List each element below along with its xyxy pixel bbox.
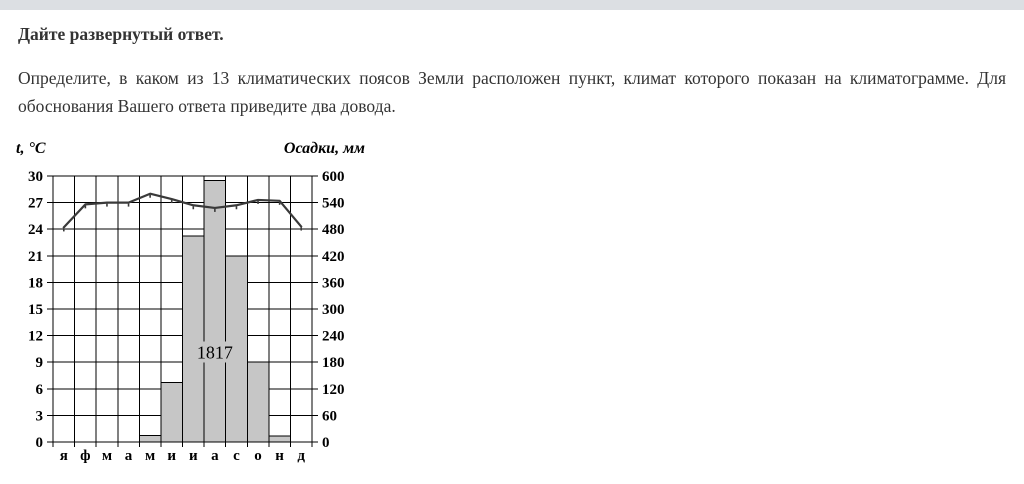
precip-tick-label: 600 [322,169,345,185]
temp-tick-label: 9 [35,355,43,372]
month-label: д [297,448,306,464]
temp-tick-label: 15 [28,302,43,318]
precip-tick-label: 240 [322,328,345,345]
precip-tick-label: 540 [322,195,345,212]
temp-tick-label: 3 [35,408,43,425]
temp-tick-label: 24 [28,222,43,239]
precip-tick-label: 0 [322,435,330,451]
month-label: и [167,448,177,464]
question-block [18,24,1006,120]
temp-tick-label: 30 [28,169,43,185]
month-label: а [124,448,133,464]
precip-tick-label: 360 [322,275,345,292]
precip-tick-label: 480 [322,222,345,239]
precip-bar [247,362,269,442]
precip-tick-label: 120 [322,381,345,398]
annual-total-label [192,342,238,363]
month-label: и [188,448,198,464]
temp-tick-label: 18 [28,275,43,292]
climatogram [8,136,380,474]
svg-text:1817: 1817 [196,342,233,363]
month-label: а [211,448,219,464]
month-label: ф [80,448,91,464]
temp-tick-label: 21 [28,248,43,265]
month-label: о [254,448,262,464]
question-text: Определите, в каком из 13 климатических поясов Земли расположен пункт, климат которого показан на климатограмме. Для обоснования Вашего ответа приведите два довода. [18,68,1006,116]
month-label: м [101,448,113,464]
precip-tick-label: 300 [322,302,345,318]
task-heading: Дайте развернутый ответ. [18,24,224,44]
precip-bar [269,436,291,442]
precip-bar [139,435,161,442]
precip-tick-label: 60 [322,408,337,425]
temp-tick-label: 27 [28,195,43,212]
precip-bar [204,180,226,442]
month-label: с [233,448,240,464]
month-label: м [145,448,156,464]
temp-tick-label: 12 [28,328,43,345]
left-axis-title: t, °C [16,140,46,157]
month-label: н [275,448,284,464]
temp-tick-label: 0 [35,435,43,451]
temp-tick-label: 6 [35,381,43,398]
precip-bars [139,180,290,442]
climatogram-svg [8,136,380,474]
precip-bar [183,236,205,442]
precip-tick-label: 180 [322,355,345,372]
precip-bar [161,383,183,442]
top-strip [0,0,1024,10]
precip-tick-label: 420 [322,248,345,265]
month-label: я [59,448,68,464]
right-axis-title: Осадки, мм [283,140,365,157]
